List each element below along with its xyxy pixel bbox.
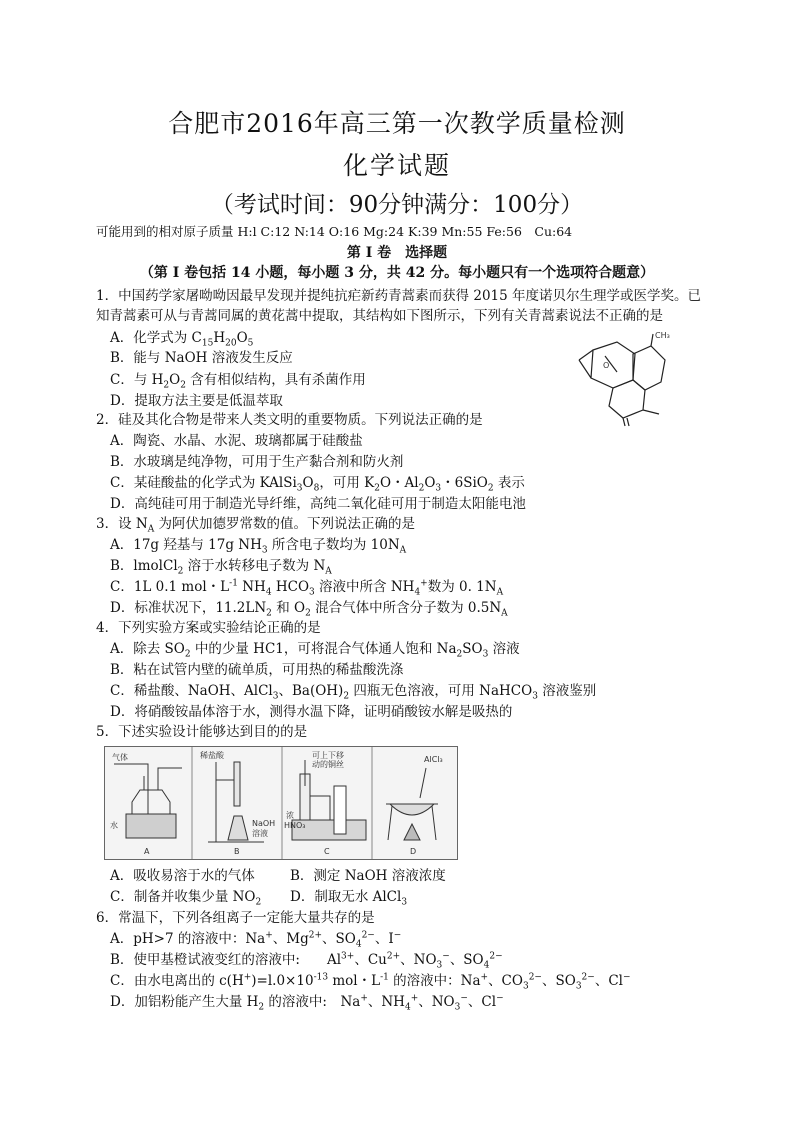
label-hno3: HNO₃ [284,821,306,830]
label-copper-wire: 动的铜丝 [312,760,344,769]
q5-option-d: D．制取无水 AlCl$_3$ [290,889,408,908]
q2-stem: 2．硅及其化合物是带来人类文明的重要物质。下列说法正确的是 [96,412,483,428]
q4-option-b: B．粘在试管内壁的硫单质，可用热的稀盐酸洗涤 [110,662,404,678]
q5-option-c: C．制备并收集少量 $NO_2$ [110,889,262,908]
experiment-apparatus-figure [104,746,458,860]
q1-option-c: C．与 $H_2O_2$ 含有相似结构，具有杀菌作用 [110,372,366,391]
panel-label-d: D [410,847,417,856]
label-conc: 浓 [286,811,294,820]
label-solution: 溶液 [252,829,268,838]
oxygen-label: O [603,361,610,370]
q6-stem: 6．常温下，下列各组离子一定能大量共存的是 [96,910,375,926]
q2-option-d: D．高纯硅可用于制造光导纤维，高纯二氧化硅可用于制造太阳能电池 [110,496,526,512]
label-naoh: NaOH [252,819,276,828]
panel-label-c: C [324,847,330,856]
exam-info: （考试时间：90分钟满分：100分） [210,192,584,218]
q5-option-b: B．测定 NaOH 溶液浓度 [290,868,446,884]
q4-option-c: C．稀盐酸、NaOH、AlCl$_3$、$Ba(OH)_2$ 四瓶无色溶液，可用 NaHCO$_3$ 溶液鉴别 [110,683,597,702]
q1-option-b: B．能与 NaOH 溶液发生反应 [110,350,293,366]
q3-stem: 3．设 $N_A$ 为阿伏加德罗常数的值。下列说法正确的是 [96,516,415,535]
subject-title: 化学试题 [342,151,451,180]
section-title: 第 I 卷 选择题 [346,245,448,261]
label-water: 水 [110,821,118,830]
panel-label-b: B [234,847,240,856]
q6-option-a: A．pH>7 的溶液中：Na+、$Mg^{2+}$、$SO_4^{2-}$、I− [110,930,402,950]
methyl-label: CH₃ [655,331,670,340]
exam-title: 合肥市2016年高三第一次教学质量检测 [168,109,626,138]
q5-stem: 5．下述实验设计能够达到目的的是 [96,724,308,740]
q4-option-a: A．除去 $SO_2$ 中的少量 HC1，可将混合气体通人饱和 $Na_2SO_3$ 溶液 [110,641,520,660]
label-dilute-hcl: 稀盐酸 [200,751,224,760]
q3-option-a: A．17g 羟基与 17g $NH_3$ 所含电子数均为 $10N_A$ [110,537,407,556]
label-alcl3: AlCl₃ [424,755,443,764]
q1-stem-line2: 知青蒿素可从与青蒿同属的黄花蒿中提取，其结构如下图所示，下列有关青蒿素说法不正确的是 [96,308,663,324]
q5-option-a: A．吸收易溶于水的气体 [110,868,255,884]
q4-option-d: D．将硝酸铵晶体溶于水，测得水温下降，证明硝酸铵水解是吸热的 [110,704,513,720]
q2-option-c: C．某硅酸盐的化学式为 $KAlSi_3O_8$，可用 $K_2O$・$Al_2O_3$・6SiO$_2$ 表示 [110,475,525,494]
q1-option-a: A．化学式为 $C_{15}H_{20}O_5$ [110,330,254,349]
q2-option-b: B．水玻璃是纯净物，可用于生产黏合剂和防火剂 [110,454,404,470]
label-gas: 气体 [112,753,128,762]
q6-option-c: C．由水电离出的 $c(H^+)=l.0\times 10^{-13}$ mol・$L^{-1}$ 的溶液中：Na+、$CO_3^{2-}$、$SO_3^{2-}$、Cl− [110,972,631,992]
label-movable: 可上下移 [312,751,344,760]
q3-option-c: C．1L 0.1 mol・$L^{-1}$ $NH_4$ $HCO_3$ 溶液中所含 $NH_4^+$数为 0. $1N_A$ [110,578,504,598]
panel-label-a: A [144,847,150,856]
q3-option-d: D．标准状况下，$11.2LN_2$ 和 $O_2$ 混合气体中所含分子数为 $0.5N_A$ [110,600,508,619]
q6-option-d: D．加铝粉能产生大量 $H_2$ 的溶液中: Na+、$NH_4^+$、$NO_3^-$、Cl− [110,993,504,1013]
q1-option-d: D．提取方法主要是低温萃取 [110,393,283,409]
q1-stem-line1: 1．中国药学家屠呦呦因最早发现并提纯抗疟新药青蒿素而获得 2015 年度诺贝尔生理学或医学奖。已 [96,288,702,304]
section-note: （第 I 卷包括 14 小题，每小题 3 分，共 42 分。每小题只有一个选项符合题意） [139,265,655,281]
q4-stem: 4．下列实验方案或实验结论正确的是 [96,620,321,636]
atomic-masses: 可能用到的相对原子质量 H:l C:12 N:14 O:16 Mg:24 K:39 Mn:55 Fe:56 Cu:64 [96,224,573,239]
q2-option-a: A．陶瓷、水晶、水泥、玻璃都属于硅酸盐 [110,433,363,449]
q6-option-b: B．使甲基橙试液变红的溶液中: $Al^{3+}$、$Cu^{2+}$、$NO_3^-$、$SO_4^{2-}$ [110,951,503,971]
artemisinin-structure-figure [565,328,680,430]
q3-option-b: B．lmolCl$_2$ 溶于水转移电子数为 $N_A$ [110,558,332,577]
